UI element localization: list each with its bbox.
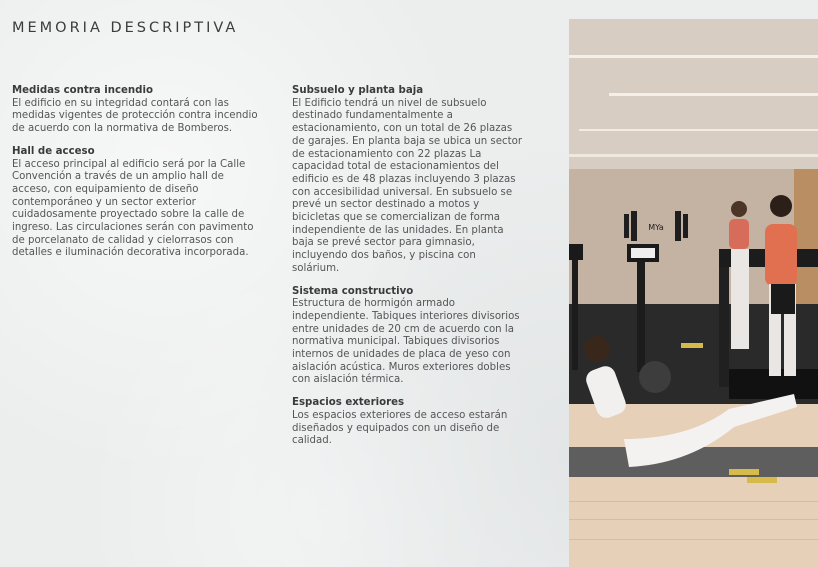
section-body: El Edificio tendrá un nivel de subsuelo destinado fundamentalmente a estacionamiento, con un total de 26 plazas de garajes. En planta baja se ubica un sector de estacionamiento con 22 plazas La capacidad total de estacionamientos del edificio es de 48 plazas incluyendo 3 plazas con accesibilidad universal. En subsuelo se prevé un sector destinado a motos y bicicletas que se comercializan de forma independiente de las unidades. En planta baja se prevé sector para gimnasio, incluyendo dos baños, y piscina con solárium.	[292, 97, 523, 274]
section-heading: Subsuelo y planta baja	[292, 85, 424, 96]
section-heading: Hall de acceso	[12, 145, 95, 157]
floor-plank-line	[569, 539, 818, 540]
ceiling-light	[579, 129, 818, 131]
dumbbell	[729, 469, 759, 475]
floor-plank-line	[569, 519, 818, 520]
dumbbell	[681, 343, 703, 348]
ceiling-light	[569, 55, 818, 58]
ceiling-light	[609, 93, 818, 96]
dumbbell	[747, 477, 777, 483]
section-heading: Medidas contra incendio	[12, 85, 153, 96]
section-body: El acceso principal al edificio será por la Calle Convención a través de un amplio hall de acceso, con equipamiento de diseño contemporáneo y un sector exterior cuidadosamente proyectado sobre la calle de ingreso. Las circulaciones serán con pavimento de porcelanato de calidad y cielorrasos con detalles e iluminación decorativa incorporada.	[12, 158, 254, 259]
section-lobby	[12, 146, 262, 260]
section-outdoor	[292, 397, 524, 448]
page-title: MEMORIA DESCRIPTIVA	[12, 20, 239, 36]
section-fire-safety	[12, 85, 262, 136]
left-column	[12, 85, 262, 270]
section-body: El edificio en su integridad contará con las medidas vigentes de protección contra incendio de acuerdo con la normativa de Bomberos.	[12, 97, 258, 135]
right-column	[292, 85, 524, 458]
section-body: Los espacios exteriores de acceso estarán diseñados y equipados con un diseño de calidad.	[292, 409, 508, 447]
section-heading: Espacios exteriores	[292, 397, 405, 409]
section-heading: Sistema constructivo	[292, 285, 414, 297]
section-construction	[292, 286, 524, 388]
section-body: Estructura de hormigón armado independiente. Tabiques interiores divisorios entre unidades de 20 cm de acuerdo con la normativa municipal. Tabiques divisorios internos de unidades de placa de yeso con aislación acústica. Muros exteriores dobles con aislación térmica.	[292, 298, 520, 386]
section-parking	[292, 85, 524, 276]
wall-logo-text: MYa	[648, 223, 664, 232]
ceiling-light	[569, 154, 818, 157]
background-exerciser	[729, 201, 749, 349]
bike	[569, 244, 583, 260]
gym-photo	[569, 19, 818, 567]
floor-plank-line	[569, 501, 818, 502]
